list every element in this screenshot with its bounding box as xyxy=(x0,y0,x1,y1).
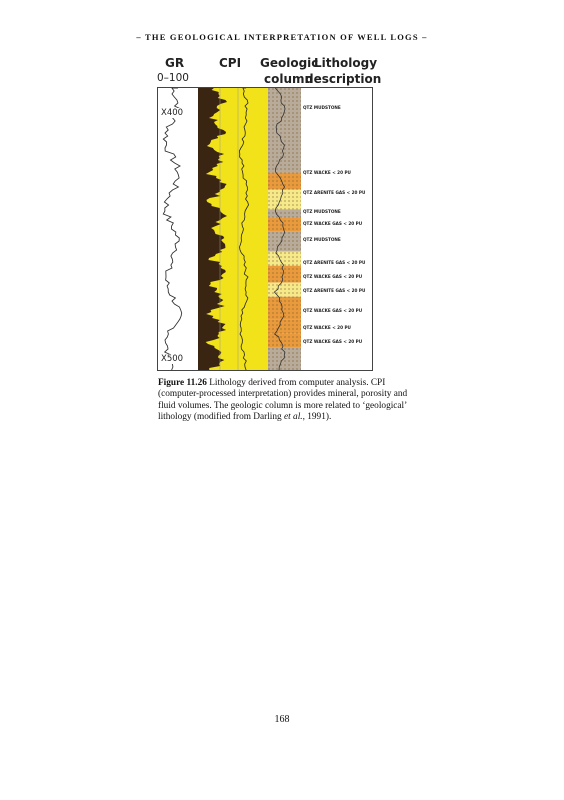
gr-curve xyxy=(163,88,181,370)
geologic-bed-pattern xyxy=(268,232,301,252)
geologic-column-plot xyxy=(268,88,301,370)
gr-header: GR xyxy=(165,56,185,70)
lithology-description-column xyxy=(301,88,372,370)
lithology-description: QTZ WACKE GAS < 20 PU xyxy=(303,274,363,280)
gr-track xyxy=(158,88,198,370)
cpi-header: CPI xyxy=(219,56,242,70)
geologic-bed-pattern xyxy=(268,283,301,297)
depth-label-top: X400 xyxy=(161,108,184,118)
caption-text: Lithology derived from computer analysis. CPI (computer-processed interpretation) provides mineral, porosity and fluid volumes. The geologic column is more related to ‘geological’ lithology (modified from Darling xyxy=(158,378,408,422)
cpi-track xyxy=(198,88,268,370)
gr-scale: 0–100 xyxy=(157,72,189,84)
depth-label-bottom: X500 xyxy=(161,354,184,364)
column-header: column xyxy=(264,72,314,86)
lithology-header: Lithology xyxy=(314,56,378,70)
figure-caption xyxy=(158,378,408,423)
lithology-description: QTZ WACKE < 20 PU xyxy=(303,324,351,330)
lithology-description: QTZ WACKE < 20 PU xyxy=(303,169,351,175)
geologic-bed-pattern xyxy=(268,319,301,333)
geologic-column xyxy=(268,88,301,370)
page-number: 168 xyxy=(274,714,290,725)
lithology-description: QTZ ARENITE GAS < 20 PU xyxy=(303,189,366,195)
geologic-bed-pattern xyxy=(268,347,301,370)
geologic-bed-pattern xyxy=(268,252,301,266)
geologic-bed-pattern xyxy=(268,209,301,218)
caption-etal: et al. xyxy=(284,411,303,422)
lithology-description: QTZ ARENITE GAS < 20 PU xyxy=(303,260,366,266)
geologic-bed-pattern xyxy=(268,88,301,150)
cpi-plot xyxy=(198,88,268,370)
lithology-description: QTZ MUDSTONE xyxy=(303,237,341,243)
geologic-bed-pattern xyxy=(268,266,301,283)
lithology-description: QTZ MUDSTONE xyxy=(303,104,341,110)
geologic-bed-pattern xyxy=(268,297,301,320)
lithology-description: QTZ MUDSTONE xyxy=(303,209,341,215)
running-head: – THE GEOLOGICAL INTERPRETATION OF WELL LOGS – xyxy=(136,32,428,42)
geologic-bed-pattern xyxy=(268,150,301,173)
description-header: description xyxy=(305,72,382,86)
gr-curve-plot xyxy=(158,88,198,370)
lithology-description: QTZ WACKE GAS < 20 PU xyxy=(303,220,363,226)
lithology-description: QTZ WACKE GAS < 20 PU xyxy=(303,338,363,344)
geologic-bed-pattern xyxy=(268,190,301,210)
geologic-bed-pattern xyxy=(268,333,301,347)
lithology-description: QTZ WACKE GAS < 20 PU xyxy=(303,307,363,313)
well-log-figure xyxy=(157,87,373,371)
lithology-description: QTZ ARENITE GAS < 20 PU xyxy=(303,288,366,294)
figure-label: Figure 11.26 xyxy=(158,378,207,388)
caption-end: , 1991). xyxy=(302,411,332,422)
geologic-bed-pattern xyxy=(268,218,301,232)
geologic-header: Geologic xyxy=(260,56,319,70)
